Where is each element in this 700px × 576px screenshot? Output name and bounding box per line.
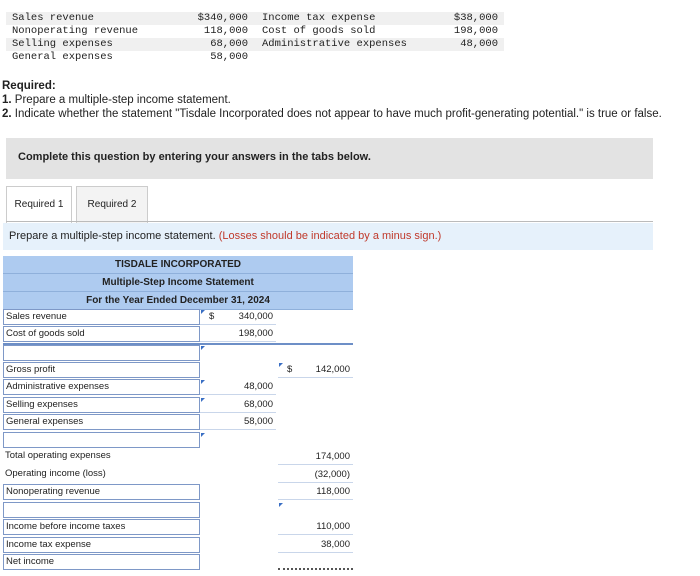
amount-total-opex[interactable]: 174,000	[278, 449, 353, 465]
required-item-2	[2, 108, 662, 120]
statement-title: Multiple-Step Income Statement	[3, 274, 353, 292]
banner-text: Complete this question by entering your answers in the tabs below.	[18, 151, 371, 163]
row-label-selling-expenses[interactable]: Selling expenses	[3, 397, 200, 413]
given-label: Nonoperating revenue	[12, 25, 139, 37]
row-label-net-income[interactable]: Net income	[3, 554, 200, 570]
amount-operating-income[interactable]: (32,000)	[278, 467, 353, 483]
row-label-blank[interactable]	[3, 432, 200, 448]
given-row	[6, 25, 504, 38]
given-label: Selling expenses	[12, 38, 113, 50]
required-item-1	[2, 94, 231, 106]
amount-income-before-taxes[interactable]: 110,000	[278, 519, 353, 535]
required-heading: Required:	[2, 80, 56, 92]
given-value: 68,000	[210, 38, 248, 50]
required-item-1-text: Prepare a multiple-step income statement.	[14, 94, 231, 106]
given-value: 198,000	[453, 25, 498, 37]
row-label-cogs[interactable]: Cost of goods sold	[3, 326, 200, 342]
tab-required-2[interactable]: Required 2	[76, 186, 148, 223]
row-label-admin-expenses[interactable]: Administrative expenses	[3, 379, 200, 395]
required-item-2-number: 2.	[2, 108, 12, 120]
input-marker-icon	[279, 503, 283, 507]
given-label: Administrative expenses	[262, 38, 407, 50]
given-value: 58,000	[210, 51, 248, 63]
amount-selling-expenses[interactable]: 68,000	[200, 397, 276, 413]
given-value: $38,000	[453, 12, 498, 24]
company-name: TISDALE INCORPORATED	[3, 256, 353, 274]
amount-admin-expenses[interactable]: 48,000	[200, 379, 276, 395]
required-item-2-text: Indicate whether the statement "Tisdale Incorporated does not appear to have much profit-generating potential." is true or false.	[14, 108, 662, 120]
row-label-income-before-taxes[interactable]: Income before income taxes	[3, 519, 200, 535]
given-value: 118,000	[203, 25, 248, 37]
given-label: Cost of goods sold	[262, 25, 376, 37]
given-data-table	[6, 9, 504, 65]
row-label-operating-income: Operating income (loss)	[5, 468, 106, 479]
given-row	[6, 38, 504, 51]
given-row	[6, 51, 504, 64]
amount-nonoperating-revenue[interactable]: 118,000	[278, 484, 353, 500]
given-label: Income tax expense	[262, 12, 376, 24]
amount-cogs[interactable]: 198,000	[200, 326, 276, 342]
amount-income-tax-expense[interactable]: 38,000	[278, 537, 353, 553]
amount-gross-profit[interactable]: 142,000	[278, 362, 353, 378]
amount-net-income[interactable]	[278, 554, 353, 570]
input-marker-icon	[201, 433, 205, 437]
tab-divider	[6, 221, 653, 222]
given-label: General expenses	[12, 51, 113, 63]
given-label: Sales revenue	[12, 12, 94, 24]
row-label-blank[interactable]	[3, 345, 200, 361]
tab-required-1[interactable]: Required 1	[6, 186, 72, 223]
row-label-total-opex: Total operating expenses	[5, 450, 111, 461]
instruction-strip	[3, 223, 653, 250]
amount-sales-revenue[interactable]: 340,000	[200, 309, 276, 325]
required-item-1-number: 1.	[2, 94, 12, 106]
amount-general-expenses[interactable]: 58,000	[200, 414, 276, 430]
row-label-gross-profit[interactable]: Gross profit	[3, 362, 200, 378]
input-marker-icon	[201, 346, 205, 350]
row-label-sales-revenue[interactable]: Sales revenue	[3, 309, 200, 325]
currency-symbol: $	[209, 311, 215, 322]
instruction-note: (Losses should be indicated by a minus sign.)	[218, 230, 442, 242]
instruction-text: Prepare a multiple-step income statement.	[9, 230, 216, 242]
instructions-banner	[6, 138, 653, 179]
statement-period: For the Year Ended December 31, 2024	[3, 292, 353, 310]
given-value: $340,000	[197, 12, 248, 24]
row-label-income-tax-expense[interactable]: Income tax expense	[3, 537, 200, 553]
given-value: 48,000	[460, 38, 498, 50]
given-row	[6, 12, 504, 25]
currency-symbol: $	[287, 364, 293, 375]
row-label-blank[interactable]	[3, 502, 200, 518]
row-label-general-expenses[interactable]: General expenses	[3, 414, 200, 430]
row-label-nonoperating-revenue[interactable]: Nonoperating revenue	[3, 484, 200, 500]
